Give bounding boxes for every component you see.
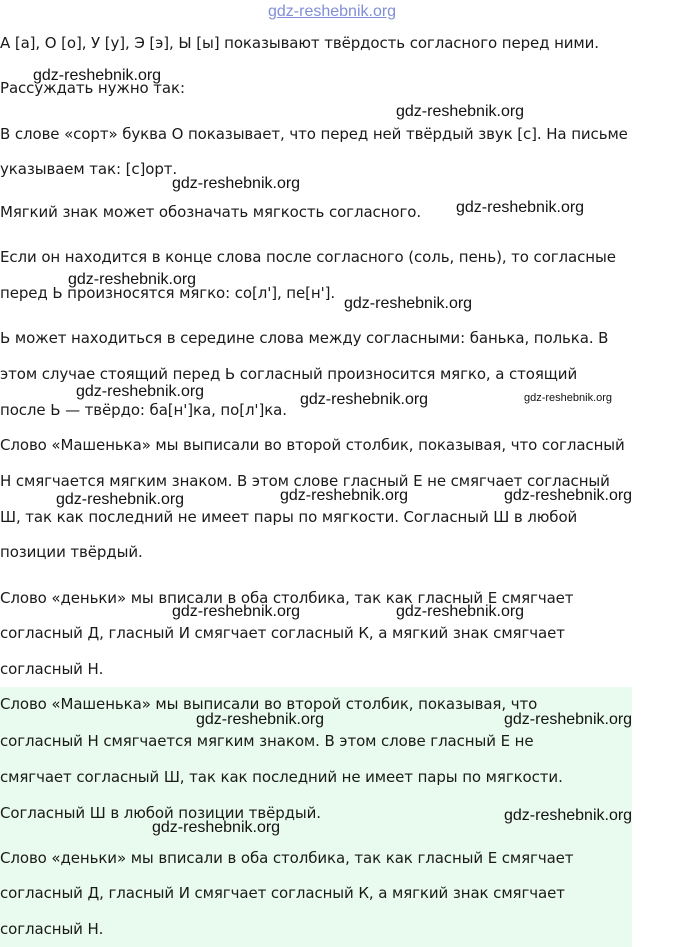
text-line: перед Ь произносятся мягко: со[л'], пе[н']. <box>0 284 336 302</box>
text-line: согласный Н. <box>0 920 104 938</box>
text-line: В слове «сорт» буква О показывает, что перед ней твёрдый звук [с]. На письме <box>0 125 628 143</box>
watermark: gdz-reshebnik.org <box>504 487 633 504</box>
text-line: согласный Н. <box>0 660 104 678</box>
watermark: gdz-reshebnik.org <box>33 67 162 84</box>
watermark: gdz-reshebnik.org <box>172 175 301 192</box>
watermark: gdz-reshebnik.org <box>456 199 585 216</box>
text-line: Ь может находиться в середине слова между согласными: банька, полька. В <box>0 329 609 347</box>
watermark: gdz-reshebnik.org <box>56 491 185 508</box>
watermark-link[interactable]: gdz-reshebnik.org <box>268 3 397 20</box>
watermark: gdz-reshebnik.org <box>68 271 197 288</box>
text-line: Слово «Машенька» мы выписали во второй столбик, показывая, что <box>0 695 538 713</box>
watermark: gdz-reshebnik.org <box>396 103 525 120</box>
text-line: после Ь — твёрдо: ба[н']ка, по[л']ка. <box>0 401 287 419</box>
text-line: Если он находится в конце слова после согласного (соль, пень), то согласные <box>0 248 616 266</box>
text-line: Ш, так как последний не имеет пары по мягкости. Согласный Ш в любой <box>0 508 578 526</box>
text-line: согласный Д, гласный И смягчает согласный К, а мягкий знак смягчает <box>0 624 565 642</box>
text-line: Мягкий знак может обозначать мягкость согласного. <box>0 203 421 221</box>
text-line: Слово «деньки» мы вписали в оба столбика, так как гласный Е смягчает <box>0 589 574 607</box>
watermark: gdz-reshebnik.org <box>280 487 409 504</box>
text-line: согласный Д, гласный И смягчает согласный К, а мягкий знак смягчает <box>0 884 565 902</box>
watermark: gdz-reshebnik.org <box>300 391 429 408</box>
text-line: Согласный Ш в любой позиции твёрдый. <box>0 804 321 822</box>
watermark: gdz-reshebnik.org <box>524 392 613 404</box>
watermark: gdz-reshebnik.org <box>196 711 325 728</box>
text-line: Слово «Машенька» мы выписали во второй столбик, показывая, что согласный <box>0 436 625 454</box>
text-line: Н смягчается мягким знаком. В этом слове гласный Е не смягчает согласный <box>0 472 610 490</box>
text-line: этом случае стоящий перед Ь согласный произносится мягко, а стоящий <box>0 365 578 383</box>
watermark: gdz-reshebnik.org <box>76 383 205 400</box>
text-line: позиции твёрдый. <box>0 543 143 561</box>
watermark: gdz-reshebnik.org <box>396 603 525 620</box>
watermark: gdz-reshebnik.org <box>172 603 301 620</box>
text-line: указываем так: [с]орт. <box>0 160 178 178</box>
watermark: gdz-reshebnik.org <box>152 819 281 836</box>
text-line: А [а], О [о], У [у], Э [э], Ы [ы] показывают твёрдость согласного перед ними. <box>0 34 599 52</box>
text-line: Рассуждать нужно так: <box>0 79 185 97</box>
text-line: согласный Н смягчается мягким знаком. В этом слове гласный Е не <box>0 732 534 750</box>
text-line: Слово «деньки» мы вписали в оба столбика, так как гласный Е смягчает <box>0 849 574 867</box>
watermark: gdz-reshebnik.org <box>504 807 633 824</box>
watermark: gdz-reshebnik.org <box>504 711 633 728</box>
watermark: gdz-reshebnik.org <box>344 295 473 312</box>
text-line: смягчает согласный Ш, так как последний не имеет пары по мягкости. <box>0 768 563 786</box>
